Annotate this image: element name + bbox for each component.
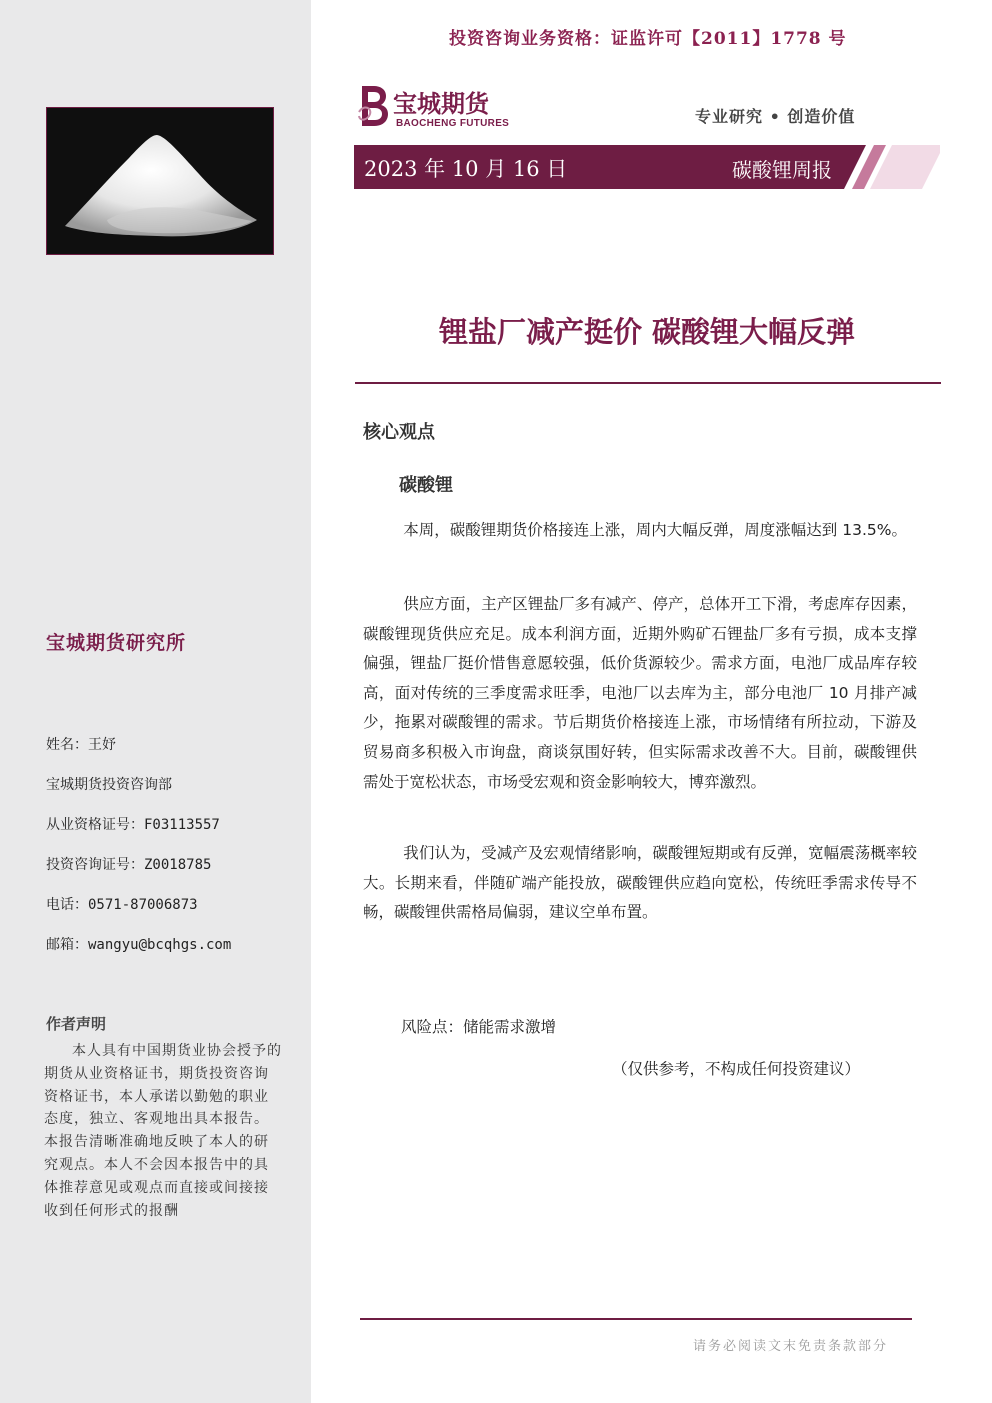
sub-heading: 碳酸锂 bbox=[399, 475, 453, 496]
lithium-powder-image bbox=[46, 107, 274, 255]
author-phone: 电话：0571-87006873 bbox=[46, 897, 198, 913]
declaration-body: 本人具有中国期货业协会授予的期货从业资格证书，期货投资咨询资格证书，本人承诺以勤勉的职业态度，独立、客观地出具本报告。本报告清晰准确地反映了本人的研究观点。本人不会因本报告中的具体推荐意见或观点而直接或间接接收到任何形式的报酬 bbox=[44, 1043, 282, 1219]
page-title: 锂盐厂减产挺价 碳酸锂大幅反弹 bbox=[438, 315, 856, 349]
author-email[interactable]: 邮箱：wangyu@bcqhgs.com bbox=[46, 937, 232, 953]
powder-pile-graphic bbox=[47, 108, 273, 254]
declaration-title: 作者声明 bbox=[46, 1015, 107, 1033]
disclaimer-note: （仅供参考，不构成任何投资建议） bbox=[612, 1060, 861, 1078]
author-qualification-id: 从业资格证号：F03113557 bbox=[46, 817, 220, 833]
paragraph-summary: 本周，碳酸锂期货价格接连上涨，周内大幅反弹，周度涨幅达到 13.5%。 bbox=[403, 521, 907, 539]
paragraph-supply-demand: 供应方面，主产区锂盐厂多有减产、停产，总体开工下滑，考虑库存因素，碳酸锂现货供应充足。成本利润方面，近期外购矿石锂盐厂多有亏损，成本支撑偏强，锂盐厂挺价惜售意愿较强，低价货源较少。需求方面，电池厂成品库存较高，面对传统的三季度需求旺季，电池厂以去库为主，部分电池厂 10 月排产减少，拖累对碳酸锂的需求。节后期货价格接连上涨，市场情绪有所拉动，下游及贸易商多积极入市询盘，商谈氛围好转，但实际需求改善不大。目前，碳酸锂供需处于宽松状态，市场受宏观和资金影响较大，博弈激烈。 bbox=[363, 595, 917, 791]
author-department: 宝城期货投资咨询部 bbox=[46, 777, 172, 793]
report-type: 碳酸锂周报 bbox=[732, 158, 832, 182]
company-logo-icon bbox=[356, 82, 392, 134]
paragraph-outlook: 我们认为，受减产及宏观情绪影响，碳酸锂短期或有反弹，宽幅震荡概率较大。长期来看，伴随矿端产能投放，碳酸锂供应趋向宽松，传统旺季需求传导不畅，碳酸锂供需格局偏弱，建议空单布置。 bbox=[363, 844, 917, 922]
title-divider bbox=[355, 382, 941, 384]
logo-chinese: 宝城期货 bbox=[393, 89, 489, 118]
report-date: 2023 年 10 月 16 日 bbox=[364, 157, 568, 181]
license-text: 投资咨询业务资格：证监许可【2011】1778 号 bbox=[449, 29, 847, 49]
footer-divider bbox=[360, 1318, 912, 1320]
footer-note: 请务必阅读文末免责条款部分 bbox=[693, 1339, 889, 1354]
author-name: 姓名：王妤 bbox=[46, 737, 116, 753]
sidebar bbox=[0, 0, 311, 1403]
section-heading: 核心观点 bbox=[363, 422, 435, 443]
logo-english: BAOCHENG FUTURES bbox=[396, 118, 510, 129]
risk-note: 风险点：储能需求激增 bbox=[401, 1018, 557, 1036]
institute-name: 宝城期货研究所 bbox=[46, 632, 187, 654]
slogan: 专业研究 • 创造价值 bbox=[695, 107, 856, 126]
author-consulting-id: 投资咨询证号：Z0018785 bbox=[46, 857, 212, 873]
